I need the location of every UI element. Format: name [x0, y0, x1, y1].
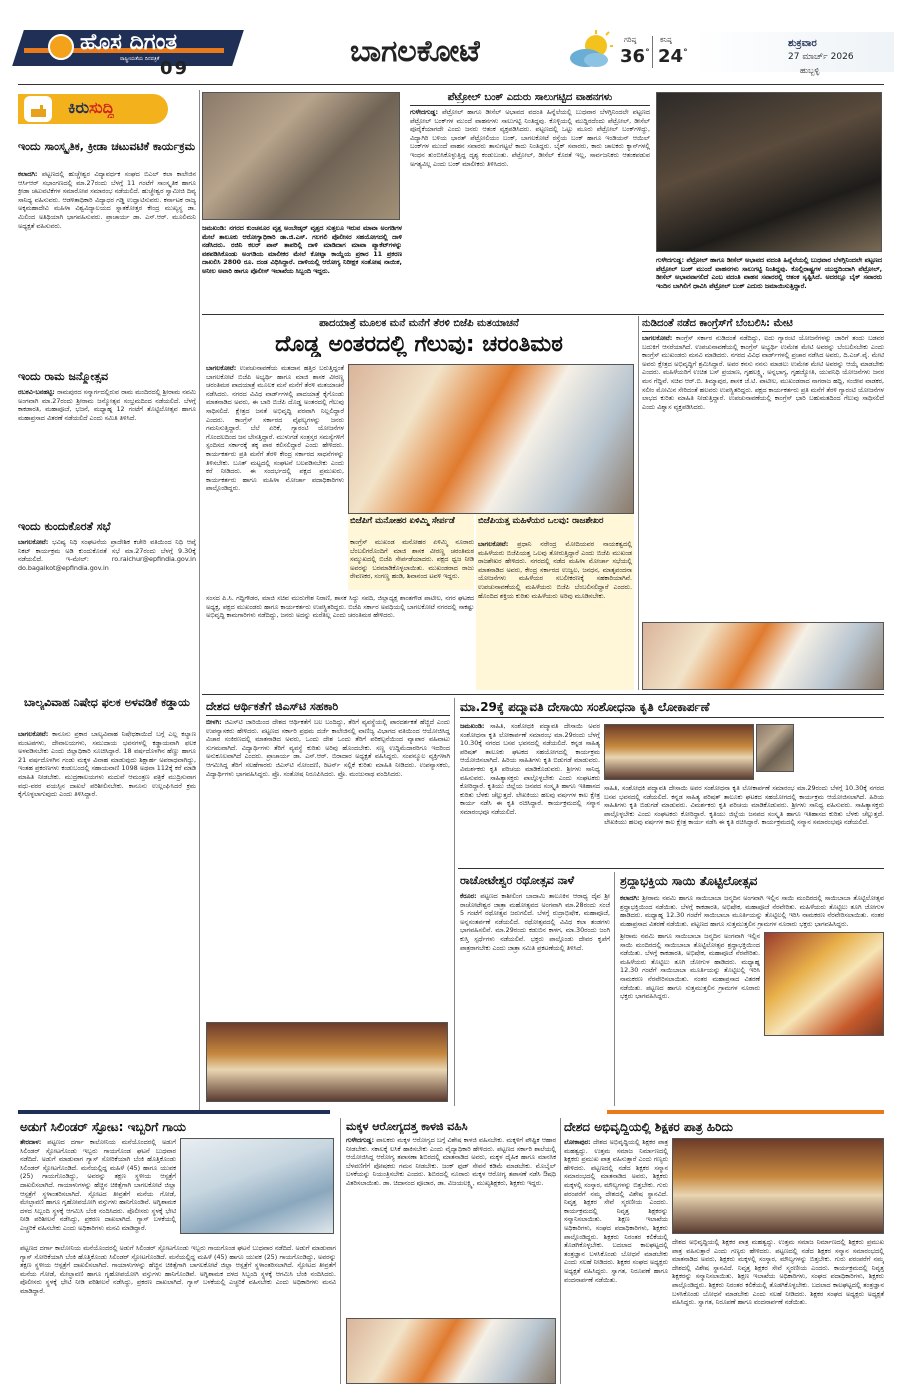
mava-raid-photo [202, 92, 400, 220]
congress-campaign-photo [642, 622, 884, 690]
hospital-photo [180, 1138, 334, 1234]
kirusuddi-brand: ಕಿರುಸುದ್ದಿ [68, 98, 115, 117]
district-title: ಬಾಗಲಕೋಟೆ [350, 34, 481, 69]
padmavati-title: ಮಾ.29ಕ್ಕೆ ಪದ್ಮಾವತಿ ದೇಸಾಯಿ ಸಂಶೋಧನಾ ಕೃತಿ ಲೋಕಾರ್ಪಣೆ [460, 700, 710, 714]
temp-divider [652, 36, 653, 68]
brief-title-2: ಇಂದು ರಾಮ ಜನ್ಮೋತ್ಸವ [18, 370, 109, 383]
petrol-title-rule [410, 105, 650, 106]
gst-title: ದೇಶದ ಆರ್ಥಿಕತೆಗೆ ಜಿಎಸ್‌ಟಿ ಸಹಕಾರಿ [206, 700, 339, 713]
hand-point-glyph-icon [28, 99, 48, 119]
manohar-title: ಬಿಜೆಪಿಗೆ ಮನೋಹರ ಏಳಿಮ್ಮಿ ಸೇರ್ಪಡೆ [350, 516, 455, 526]
teacher-body-top: ಲೋಕಾಪುರ: ದೇಶದ ಅಭಿವೃದ್ಧಿಯಲ್ಲಿ ಶಿಕ್ಷಕರ ಪಾತ್ರ ಮಹತ್ವದ್ದು. ಉತ್ತಮ ಸಮಾಜ ನಿರ್ಮಾಣದಲ್ಲಿ ಶಿಕ್ಷಕರು ಪ್ರಮುಖ ಪಾತ್ರ ವಹಿಸುತ್ತಾರೆ ಎಂದು ಗಣ್ಯರು ಹೇಳಿದರು. ಪಟ್ಟಣದಲ್ಲಿ ನಡೆದ ಶಿಕ್ಷಕರ ಸನ್ಮಾನ ಸಮಾರಂಭದಲ್ಲಿ ಮಾತನಾಡಿದ ಅವರು, ಶಿಕ್ಷಕರು ಮಕ್ಕಳಲ್ಲಿ ಸಂಸ್ಕಾರ, ಮೌಲ್ಯಗಳನ್ನು ಬಿತ್ತಬೇಕು. ಗುರು ಪರಂಪರೆಗೆ ನಮ್ಮ ದೇಶದಲ್ಲಿ ವಿಶೇಷ ಸ್ಥಾನವಿದೆ. ನಿವೃತ್ತ ಶಿಕ್ಷಕರ ಸೇವೆ ಸ್ಮರಣೀಯ ಎಂದರು. ಕಾರ್ಯಕ್ರಮದಲ್ಲಿ ನಿವೃತ್ತ ಶಿಕ್ಷಕರನ್ನು ಸನ್ಮಾನಿಸಲಾಯಿತು. ಶಿಕ್ಷಣ ಇಲಾಖೆಯ ಅಧಿಕಾರಿಗಳು, ಸಂಘದ ಪದಾಧಿಕಾರಿಗಳು, ಶಿಕ್ಷಕರು ಪಾಲ್ಗೊಂಡಿದ್ದರು. ಶಿಕ್ಷಕರು ನಿರಂತರ ಕಲಿಕೆಯಲ್ಲಿ ತೊಡಗಿಕೊಳ್ಳಬೇಕು. ಬದಲಾದ ಕಾಲಘಟ್ಟದಲ್ಲಿ ತಂತ್ರಜ್ಞಾನ ಬಳಸಿಕೊಂಡು ಬೋಧನೆ ಮಾಡಬೇಕು ಎಂದು ಸಲಹೆ ನೀಡಿದರು. ಶಿಕ್ಷಕರ ಸಂಘದ ಅಧ್ಯಕ್ಷರು ಅಧ್ಯಕ್ಷತೆ ವಹಿಸಿದ್ದರು. ಸ್ವಾಗತ, ನಿರೂಪಣೆ ಹಾಗೂ ವಂದನಾರ್ಪಣೆ ನಡೆಯಿತು. [564, 1138, 668, 1284]
masthead-rule [18, 84, 884, 85]
teacher-body-bottom: ದೇಶದ ಅಭಿವೃದ್ಧಿಯಲ್ಲಿ ಶಿಕ್ಷಕರ ಪಾತ್ರ ಮಹತ್ವದ್ದು. ಉತ್ತಮ ಸಮಾಜ ನಿರ್ಮಾಣದಲ್ಲಿ ಶಿಕ್ಷಕರು ಪ್ರಮುಖ ಪಾತ್ರ ವಹಿಸುತ್ತಾರೆ ಎಂದು ಗಣ್ಯರು ಹೇಳಿದರು. ಪಟ್ಟಣದಲ್ಲಿ ನಡೆದ ಶಿಕ್ಷಕರ ಸನ್ಮಾನ ಸಮಾರಂಭದಲ್ಲಿ ಮಾತನಾಡಿದ ಅವರು, ಶಿಕ್ಷಕರು ಮಕ್ಕಳಲ್ಲಿ ಸಂಸ್ಕಾರ, ಮೌಲ್ಯಗಳನ್ನು ಬಿತ್ತಬೇಕು. ಗುರು ಪರಂಪರೆಗೆ ನಮ್ಮ ದೇಶದಲ್ಲಿ ವಿಶೇಷ ಸ್ಥಾನವಿದೆ. ನಿವೃತ್ತ ಶಿಕ್ಷಕರ ಸೇವೆ ಸ್ಮರಣೀಯ ಎಂದರು. ಕಾರ್ಯಕ್ರಮದಲ್ಲಿ ನಿವೃತ್ತ ಶಿಕ್ಷಕರನ್ನು ಸನ್ಮಾನಿಸಲಾಯಿತು. ಶಿಕ್ಷಣ ಇಲಾಖೆಯ ಅಧಿಕಾರಿಗಳು, ಸಂಘದ ಪದಾಧಿಕಾರಿಗಳು, ಶಿಕ್ಷಕರು ಪಾಲ್ಗೊಂಡಿದ್ದರು. ಶಿಕ್ಷಕರು ನಿರಂತರ ಕಲಿಕೆಯಲ್ಲಿ ತೊಡಗಿಕೊಳ್ಳಬೇಕು. ಬದಲಾದ ಕಾಲಘಟ್ಟದಲ್ಲಿ ತಂತ್ರಜ್ಞಾನ ಬಳಸಿಕೊಂಡು ಬೋಧನೆ ಮಾಡಬೇಕು ಎಂದು ಸಲಹೆ ನೀಡಿದರು. ಶಿಕ್ಷಕರ ಸಂಘದ ಅಧ್ಯಕ್ಷರು ಅಧ್ಯಕ್ಷತೆ ವಹಿಸಿದ್ದರು. ಸ್ವಾಗತ, ನಿರೂಪಣೆ ಹಾಗೂ ವಂದನಾರ್ಪಣೆ ನಡೆಯಿತು. [672, 1238, 884, 1307]
brief-body-2: ರಬಕವಿ-ಬನಹಟ್ಟಿ: ರಾಮಪುರದ ಸನ್ಮಾರ್ಗದಲ್ಲಿರುವ ರಾಮ ಮಂದಿರದಲ್ಲಿ ಶ್ರೀರಾಮ ನವಮಿ ಅಂಗವಾಗಿ ಮಾ.27ರಂದು ಶ್ರೀರಾಮ ಜನ್ಮೋತ್ಸವ ಸಂಭ್ರಮದಿಂದ ನಡೆಯಲಿದೆ. ಬೆಳಗ್ಗೆ ಕಾಕಡಾರತಿ, ಮಹಾಪೂಜೆ, ಭಜನೆ, ಮಧ್ಯಾಹ್ನ 12 ಗಂಟೆಗೆ ತೊಟ್ಟಿಲೋತ್ಸವ ಹಾಗೂ ಮಹಾಪ್ರಸಾದ ವಿತರಣೆ ನಡೆಯಲಿದೆ ಎಂದು ಸಮಿತಿ ತಿಳಿಸಿದೆ. [18, 388, 196, 422]
padmavati-body: ಜಮಖಂಡಿ: ಸಾಹಿತಿ, ಸಂಶೋಧಕಿ ಪದ್ಮಾವತಿ ದೇಸಾಯಿ ಅವರ ಸಂಶೋಧನಾ ಕೃತಿ ಲೋಕಾರ್ಪಣೆ ಸಮಾರಂಭ ಮಾ.29ರಂದು ಬೆಳಗ್ಗೆ 10.30ಕ್ಕೆ ನಗರದ ಬಸವ ಭವನದಲ್ಲಿ ನಡೆಯಲಿದೆ. ಕನ್ನಡ ಸಾಹಿತ್ಯ ಪರಿಷತ್ ತಾಲೂಕು ಘಟಕದ ಸಹಯೋಗದಲ್ಲಿ ಕಾರ್ಯಕ್ರಮ ಆಯೋಜಿಸಲಾಗಿದೆ. ಹಿರಿಯ ಸಾಹಿತಿಗಳು ಕೃತಿ ಬಿಡುಗಡೆ ಮಾಡುವರು. ವಿಮರ್ಶಕರು ಕೃತಿ ಪರಿಚಯ ಮಾಡಿಕೊಡುವರು. ಶ್ರೀಗಳು ಸಾನಿಧ್ಯ ವಹಿಸುವರು. ಸಾಹಿತ್ಯಾಸಕ್ತರು ಪಾಲ್ಗೊಳ್ಳಬೇಕು ಎಂದು ಸಂಘಟಕರು ಕೋರಿದ್ದಾರೆ. ಕೃತಿಯು ಜಿಲ್ಲೆಯ ಜನಪದ ಸಂಸ್ಕೃತಿ ಹಾಗೂ ಇತಿಹಾಸದ ಕುರಿತು ಬೆಳಕು ಚೆಲ್ಲುತ್ತದೆ. ಲೇಖಕಿಯು ಹಲವು ವರ್ಷಗಳ ಕಾಲ ಕ್ಷೇತ್ರ ಕಾರ್ಯ ನಡೆಸಿ ಈ ಕೃತಿ ರಚಿಸಿದ್ದಾರೆ. ಕಾರ್ಯಕ್ರಮದಲ್ಲಿ ಸನ್ಮಾನ ಸಮಾರಂಭವೂ ನಡೆಯಲಿದೆ. [460, 722, 600, 816]
weather-cloud-sun-icon [566, 30, 614, 70]
padmavati-title-rule [460, 717, 884, 718]
city-name: ಹುಬ್ಬಳ್ಳಿ [800, 66, 820, 75]
brief-body-4: ಬಾಗಲಕೋಟೆ: ಕಾನೂನು ಪ್ರಕಾರ ಬಾಲ್ಯವಿವಾಹ ನಿಷೇಧಕಾಯಿದೆ ಬಗ್ಗೆ ಎಲ್ಲ ಕಲ್ಯಾಣ ಮಂಟಪಗಳು, ದೇವಾಲಯಗಳು, ಸಮುದಾಯ ಭವನಗಳಲ್ಲಿ ಕಡ್ಡಾಯವಾಗಿ ಫಲಕ ಅಳವಡಿಸಬೇಕು ಎಂದು ಜಿಲ್ಲಾಧಿಕಾರಿ ಸೂಚಿಸಿದ್ದಾರೆ. 18 ವರ್ಷದೊಳಗಿನ ಹೆಣ್ಣು ಹಾಗೂ 21 ವರ್ಷದೊಳಗಿನ ಗಂಡು ಮಕ್ಕಳ ವಿವಾಹ ಮಾಡುವುದು ಶಿಕ್ಷಾರ್ಹ ಅಪರಾಧವಾಗಿದ್ದು, ಇಂತಹ ಪ್ರಕರಣಗಳು ಕಂಡುಬಂದಲ್ಲಿ ಸಹಾಯವಾಣಿ 1098 ಅಥವಾ 112ಕ್ಕೆ ಕರೆ ಮಾಡಿ ಮಾಹಿತಿ ನೀಡಬೇಕು. ಮುದ್ರಣಾಲಯಗಳು ಮದುವೆ ಆಮಂತ್ರಣ ಪತ್ರಿಕೆ ಮುದ್ರಿಸುವಾಗ ವಧು-ವರರ ವಯಸ್ಸಿನ ದಾಖಲೆ ಪರಿಶೀಲಿಸಬೇಕು. ಕಾನೂನು ಉಲ್ಲಂಘಿಸಿದರೆ ಕ್ರಮ ಕೈಗೊಳ್ಳಲಾಗುವುದು ಎಂದು ತಿಳಿಸಿದ್ದಾರೆ. [18, 730, 196, 799]
kirusuddi-column [18, 90, 196, 1110]
teacher-title: ದೇಶದ ಅಭಿವೃದ್ಧಿಯಲ್ಲಿ ಶಿಕ್ಷಕರ ಪಾತ್ರ ಹಿರಿದು [564, 1120, 733, 1134]
cylinder-body-bottom: ಪಟ್ಟಣದ ದರ್ಗಾ ಕಾಲೋನಿಯ ಮನೆಯೊಂದರಲ್ಲಿ ಅಡುಗೆ ಸಿಲಿಂಡರ್ ಸ್ಫೋಟಗೊಂಡು ಇಬ್ಬರು ಗಾಯಗೊಂಡ ಘಟನೆ ಬುಧವಾರ ನಡೆದಿದೆ. ಅಡುಗೆ ಮಾಡುವಾಗ ಗ್ಯಾಸ್ ಸೋರಿಕೆಯಾಗಿ ಬೆಂಕಿ ಹೊತ್ತಿಕೊಂಡು ಸಿಲಿಂಡರ್ ಸ್ಫೋಟಗೊಂಡಿದೆ. ಮನೆಯಲ್ಲಿದ್ದ ಮಹಿಳೆ (45) ಹಾಗೂ ಯುವಕ (25) ಗಾಯಗೊಂಡಿದ್ದು, ಅವರನ್ನು ತಕ್ಷಣ ಸ್ಥಳೀಯ ಆಸ್ಪತ್ರೆಗೆ ದಾಖಲಿಸಲಾಗಿದೆ. ಗಾಯಾಳುಗಳನ್ನು ಹೆಚ್ಚಿನ ಚಿಕಿತ್ಸೆಗಾಗಿ ಬಾಗಲಕೋಟೆ ಜಿಲ್ಲಾ ಆಸ್ಪತ್ರೆಗೆ ಸ್ಥಳಾಂತರಿಸಲಾಗಿದೆ. ಸ್ಫೋಟದ ತೀವ್ರತೆಗೆ ಮನೆಯ ಗೋಡೆ, ಮೇಲ್ಛಾವಣಿ ಹಾಗೂ ಗೃಹೋಪಯೋಗಿ ವಸ್ತುಗಳು ಹಾನಿಗೊಂಡಿವೆ. ಅಗ್ನಿಶಾಮಕ ದಳದ ಸಿಬ್ಬಂದಿ ಸ್ಥಳಕ್ಕೆ ಆಗಮಿಸಿ ಬೆಂಕಿ ನಂದಿಸಿದರು. ಪೊಲೀಸರು ಸ್ಥಳಕ್ಕೆ ಭೇಟಿ ನೀಡಿ ಪರಿಶೀಲನೆ ನಡೆಸಿದ್ದು, ಪ್ರಕರಣ ದಾಖಲಾಗಿದೆ. ಗ್ಯಾಸ್ ಬಳಕೆಯಲ್ಲಿ ಎಚ್ಚರಿಕೆ ವಹಿಸಬೇಕು ಎಂದು ಅಧಿಕಾರಿಗಳು ಮನವಿ ಮಾಡಿದ್ದಾರೆ. [20, 1244, 336, 1295]
petrol-body: ಗುಳೇದಗುಡ್ಡ: ಪೆಟ್ರೋಲ್ ಹಾಗೂ ಡೀಸೆಲ್ ಅಭಾವದ ವದಂತಿ ಹಿನ್ನೆಲೆಯಲ್ಲಿ ಬುಧವಾರ ಬೆಳಗ್ಗಿನಿಂದಲೇ ಪಟ್ಟಣದ ಪೆಟ್ರೋಲ್ ಬಂಕ್‌ಗಳ ಮುಂದೆ ವಾಹನಗಳು ಸಾಲುಗಟ್ಟಿ ನಿಂತಿದ್ದವು. ಕೊಳ್ಳಿಯಲ್ಲಿ ಮುದ್ದಿರದೆಂದು ಪೆಟ್ರೋಲ್, ಡೀಸೆಲ್ ಪೂರೈಕೆಯಾಗದೇ ಎಂದು ಜನರು ಆತಂಕ ವ್ಯಕ್ತಪಡಿಸಿದರು. ಪಟ್ಟಣದಲ್ಲಿ ಒಟ್ಟು ಮೂರು ಪೆಟ್ರೋಲ್ ಬಂಕ್‌ಗಳಿದ್ದು, ವಿದ್ಯಾಗಿರಿ ಬಳಿಯ ಭಾರತ್ ಪೆಟ್ರೋಲಿಯಂ ಬಂಕ್, ಬಾಗಲಕೋಟೆ ರಸ್ತೆಯ ಬಂಕ್ ಹಾಗೂ ಇಂಡಿಯನ್ ಆಯಿಲ್ ಬಂಕ್‌ಗಳ ಮುಂದೆ ವಾಹನ ಸವಾರರು ತಾಸುಗಟ್ಟಲೆ ಕಾದು ನಿಂತಿದ್ದರು. ಬೈಕ್ ಸವಾರರು, ಕಾರು ಚಾಲಕರು ಕ್ಯಾನ್‌ಗಳಲ್ಲಿ ಇಂಧನ ತುಂಬಿಸಿಕೊಳ್ಳುತ್ತಿದ್ದ ದೃಶ್ಯ ಕಂಡುಬಂತು. ಪೆಟ್ರೋಲ್, ಡೀಸೆಲ್ ಕೊರತೆ ಇಲ್ಲ, ಸಾರ್ವಜನಿಕರು ಆತಂಕಪಡುವ ಅಗತ್ಯವಿಲ್ಲ ಎಂದು ಬಂಕ್ ಮಾಲೀಕರು ತಿಳಿಸಿದರು. [410, 108, 650, 168]
cylinder-body-top: ತೇರದಾಳ: ಪಟ್ಟಣದ ದರ್ಗಾ ಕಾಲೋನಿಯ ಮನೆಯೊಂದರಲ್ಲಿ ಅಡುಗೆ ಸಿಲಿಂಡರ್ ಸ್ಫೋಟಗೊಂಡು ಇಬ್ಬರು ಗಾಯಗೊಂಡ ಘಟನೆ ಬುಧವಾರ ನಡೆದಿದೆ. ಅಡುಗೆ ಮಾಡುವಾಗ ಗ್ಯಾಸ್ ಸೋರಿಕೆಯಾಗಿ ಬೆಂಕಿ ಹೊತ್ತಿಕೊಂಡು ಸಿಲಿಂಡರ್ ಸ್ಫೋಟಗೊಂಡಿದೆ. ಮನೆಯಲ್ಲಿದ್ದ ಮಹಿಳೆ (45) ಹಾಗೂ ಯುವಕ (25) ಗಾಯಗೊಂಡಿದ್ದು, ಅವರನ್ನು ತಕ್ಷಣ ಸ್ಥಳೀಯ ಆಸ್ಪತ್ರೆಗೆ ದಾಖಲಿಸಲಾಗಿದೆ. ಗಾಯಾಳುಗಳನ್ನು ಹೆಚ್ಚಿನ ಚಿಕಿತ್ಸೆಗಾಗಿ ಬಾಗಲಕೋಟೆ ಜಿಲ್ಲಾ ಆಸ್ಪತ್ರೆಗೆ ಸ್ಥಳಾಂತರಿಸಲಾಗಿದೆ. ಸ್ಫೋಟದ ತೀವ್ರತೆಗೆ ಮನೆಯ ಗೋಡೆ, ಮೇಲ್ಛಾವಣಿ ಹಾಗೂ ಗೃಹೋಪಯೋಗಿ ವಸ್ತುಗಳು ಹಾನಿಗೊಂಡಿವೆ. ಅಗ್ನಿಶಾಮಕ ದಳದ ಸಿಬ್ಬಂದಿ ಸ್ಥಳಕ್ಕೆ ಆಗಮಿಸಿ ಬೆಂಕಿ ನಂದಿಸಿದರು. ಪೊಲೀಸರು ಸ್ಥಳಕ್ಕೆ ಭೇಟಿ ನೀಡಿ ಪರಿಶೀಲನೆ ನಡೆಸಿದ್ದು, ಪ್ರಕರಣ ದಾಖಲಾಗಿದೆ. ಗ್ಯಾಸ್ ಬಳಕೆಯಲ್ಲಿ ಎಚ್ಚರಿಕೆ ವಹಿಸಬೇಕು ಎಂದು ಅಧಿಕಾರಿಗಳು ಮನವಿ ಮಾಡಿದ್ದಾರೆ. [20, 1138, 176, 1232]
row2-rule [202, 694, 884, 695]
temp-max: 36° [620, 46, 650, 67]
brief-title-4: ಬಾಲ್ಯವಿವಾಹ ನಿಷೇಧ ಫಲಕ ಅಳವಡಿಕೆ ಕಡ್ಡಾಯ [24, 696, 190, 709]
section-band [18, 1110, 884, 1114]
logo-tagline: ರಾಷ್ಟ್ರೀಯತೆಯ ದಿನಪತ್ರಿಕೆ [120, 56, 160, 62]
gst-body: ಬೀಳಗಿ: ಜಿಎಸ್‌ಟಿ ಜಾರಿಯಿಂದ ದೇಶದ ಆರ್ಥಿಕತೆಗೆ ಬಲ ಬಂದಿದ್ದು, ತೆರಿಗೆ ವ್ಯವಸ್ಥೆಯಲ್ಲಿ ಪಾರದರ್ಶಕತೆ ಹೆಚ್ಚಿದೆ ಎಂದು ಉಪನ್ಯಾಸಕರು ಹೇಳಿದರು. ಪಟ್ಟಣದ ಸರ್ಕಾರಿ ಪ್ರಥಮ ದರ್ಜೆ ಕಾಲೇಜಿನಲ್ಲಿ ವಾಣಿಜ್ಯ ವಿಭಾಗದ ವತಿಯಿಂದ ಆಯೋಜಿಸಿದ್ದ ವಿಚಾರ ಸಂಕಿರಣದಲ್ಲಿ ಮಾತನಾಡಿದ ಅವರು, ಒಂದು ದೇಶ ಒಂದು ತೆರಿಗೆ ಪರಿಕಲ್ಪನೆಯಿಂದ ವ್ಯಾಪಾರ ವಹಿವಾಟು ಸುಗಮವಾಗಿದೆ. ವಿದ್ಯಾರ್ಥಿಗಳು ತೆರಿಗೆ ವ್ಯವಸ್ಥೆ ಕುರಿತು ಅರಿವು ಹೊಂದಬೇಕು. ಸಣ್ಣ ಉದ್ದಿಮೆದಾರರಿಗೂ ಇದರಿಂದ ಅನುಕೂಲವಾಗಿದೆ ಎಂದರು. ಪ್ರಾಚಾರ್ಯ ಡಾ. ಎಸ್.ಆರ್. ಬಿರಾದಾರ ಅಧ್ಯಕ್ಷತೆ ವಹಿಸಿದ್ದರು. ಸಂಪನ್ಮೂಲ ವ್ಯಕ್ತಿಗಳಾಗಿ ಆಗಮಿಸಿದ್ದ ತೆರಿಗೆ ಸಲಹೆಗಾರರು ಜಿಎಸ್‌ಟಿ ನೋಂದಣಿ, ರಿಟರ್ನ್ ಸಲ್ಲಿಕೆ ಕುರಿತು ಮಾಹಿತಿ ನೀಡಿದರು. ಉಪನ್ಯಾಸಕರು, ವಿದ್ಯಾರ್ಥಿಗಳು ಭಾಗವಹಿಸಿದ್ದರು. ಪ್ರೊ. ಸಂತೋಷ ನಿರೂಪಿಸಿದರು. ಪ್ರೊ. ಮಂಜುನಾಥ ವಂದಿಸಿದರು. [206, 718, 450, 778]
gst-seminar-photo [206, 1022, 448, 1102]
rajashekhar-body: ಬಾಗಲಕೋಟೆ: ಪ್ರಧಾನಿ ನರೇಂದ್ರ ಮೋದಿಯವರ ನಾಯಕತ್ವದಲ್ಲಿ ಮಹಿಳೆಯರು ಬಿಜೆಪಿಯತ್ತ ಒಲವು ತೋರುತ್ತಿದ್ದಾರೆ ಎಂದು ಬಿಜೆಪಿ ಮುಖಂಡ ರಾಜಶೇಖರ ಹೇಳಿದರು. ನಗರದಲ್ಲಿ ನಡೆದ ಮಹಿಳಾ ಮೋರ್ಚಾ ಸಭೆಯಲ್ಲಿ ಮಾತನಾಡಿದ ಅವರು, ಕೇಂದ್ರ ಸರ್ಕಾರದ ಉಜ್ವಲ, ಜನಧನ, ಮಾತೃವಂದನಾ ಯೋಜನೆಗಳು ಮಹಿಳೆಯರ ಸಬಲೀಕರಣಕ್ಕೆ ಸಹಕಾರಿಯಾಗಿವೆ. ಉಪಚುನಾವಣೆಯಲ್ಲಿ ಮಹಿಳೆಯರು ಬಿಜೆಪಿ ಬೆಂಬಲಿಸಲಿದ್ದಾರೆ ಎಂದರು. ಹೊಂದಿದ ಶಕ್ತಿಯ ಕುರಿತು ಮಹಿಳೆಯರು ಅರಿವು ಮೂಡಿಸಬೇಕು. [478, 540, 632, 600]
author-portrait-photo [756, 724, 794, 772]
meti-title-rule [642, 331, 884, 332]
charantimath-body-bottom: ಸಂಸದ ಪಿ.ಸಿ. ಗದ್ದಿಗೌಡರ, ಮಾಜಿ ಸಚಿವ ಮುರುಗೇಶ ನಿರಾಣಿ, ಶಾಸಕ ಸಿದ್ದು ಸವದಿ, ಜಿಲ್ಲಾಧ್ಯಕ್ಷ ಶಾಂತಗೌಡ ಪಾಟೀಲ, ನಗರ ಘಟಕದ ಅಧ್ಯಕ್ಷ, ಪಕ್ಷದ ಮುಖಂಡರು ಹಾಗೂ ಕಾರ್ಯಕರ್ತರು ಉಪಸ್ಥಿತರಿದ್ದರು. ಬಿಜೆಪಿ ಸರ್ಕಾರ ಅವಧಿಯಲ್ಲಿ ಬಾಗಲಕೋಟೆ ನಗರದಲ್ಲಿ ಸಾಕಷ್ಟು ಅಭಿವೃದ್ಧಿ ಕಾಮಗಾರಿಗಳು ನಡೆದಿದ್ದು, ಜನರು ಅದನ್ನು ಮರೆತಿಲ್ಲ ಎಂದು ಚರಂತಿಮಠ ಹೇಳಿದರು. [206, 594, 474, 620]
health-camp-photo [346, 1318, 556, 1384]
charantimath-kicker: ಪಾದಯಾತ್ರೆ ಮೂಲಕ ಮನೆ ಮನೆಗೆ ತೆರಳಿ ಬಿಜೆಪಿ ಮತಯಾಚನೆ [319, 318, 519, 329]
meti-divider [638, 316, 639, 690]
sai-body-side: ಶ್ರೀರಾಮ ನವಮಿ ಹಾಗೂ ಸಾಯಿಬಾಬಾ ಜನ್ಮದಿನ ಅಂಗವಾಗಿ ಇಲ್ಲಿನ ಸಾಯಿ ಮಂದಿರದಲ್ಲಿ ಸಾಯಿಬಾಬಾ ತೊಟ್ಟಿಲೋತ್ಸವ ಶ್ರದ್ಧಾಭಕ್ತಿಯಿಂದ ನಡೆಯಿತು. ಬೆಳಗ್ಗೆ ಕಾಕಡಾರತಿ, ಅಭಿಷೇಕ, ಮಹಾಪೂಜೆ ನೆರವೇರಿತು. ಮಹಿಳೆಯರು ತೊಟ್ಟಿಲು ತೂಗಿ ಜೋಗುಳ ಹಾಡಿದರು. ಮಧ್ಯಾಹ್ನ 12.30 ಗಂಟೆಗೆ ಸಾಯಿಬಾಬಾ ಮೂರ್ತಿಯನ್ನು ತೊಟ್ಟಿಲಲ್ಲಿ ಇರಿಸಿ ನಾಮಕರಣ ನೆರವೇರಿಸಲಾಯಿತು. ನಂತರ ಮಹಾಪ್ರಸಾದ ವಿತರಣೆ ನಡೆಯಿತು. ಪಟ್ಟಣದ ಹಾಗೂ ಸುತ್ತಮುತ್ತಲಿನ ಗ್ರಾಮಗಳ ನೂರಾರು ಭಕ್ತರು ಭಾಗವಹಿಸಿದ್ದರು. [620, 932, 760, 1001]
masthead [0, 0, 900, 88]
ratha-body: ಕೆರೂರ: ಪಟ್ಟಣದ ಕಾಶೀಲಿಂಗ ಬಾದಾಮಿ ತಾಲೂಕಿನ ಆರಾಧ್ಯ ದೈವ ಶ್ರೀ ರಾಚೋಟೇಶ್ವರ ಜಾತ್ರಾ ಮಹೋತ್ಸವದ ಅಂಗವಾಗಿ ಮಾ.28ರಂದು ಸಂಜೆ 5 ಗಂಟೆಗೆ ರಥೋತ್ಸವ ಜರುಗಲಿದೆ. ಬೆಳಗ್ಗೆ ರುದ್ರಾಭಿಷೇಕ, ಮಹಾಪೂಜೆ, ಅನ್ನಸಂತರ್ಪಣೆ ನಡೆಯಲಿದೆ. ರಥೋತ್ಸವದಲ್ಲಿ ವಿವಿಧ ಕಲಾ ತಂಡಗಳು ಭಾಗವಹಿಸಲಿವೆ. ಮಾ.29ರಂದು ಕಡುಬಿನ ಕಾಳಗ, ಮಾ.30ರಂದು ಜಂಗಿ ಕುಸ್ತಿ ಸ್ಪರ್ಧೆಗಳು ನಡೆಯಲಿವೆ. ಭಕ್ತರು ಪಾಲ್ಗೊಂಡು ದೇವರ ಕೃಪೆಗೆ ಪಾತ್ರರಾಗಬೇಕು ಎಂದು ಜಾತ್ರಾ ಸಮಿತಿ ಪ್ರಕಟಣೆಯಲ್ಲಿ ತಿಳಿಸಿದೆ. [460, 892, 610, 952]
meti-body: ಬಾಗಲಕೋಟೆ: ಕಾಂಗ್ರೆಸ್ ಸರ್ಕಾರ ನುಡಿದಂತೆ ನಡೆದಿದ್ದು, ಐದು ಗ್ಯಾರಂಟಿ ಯೋಜನೆಗಳನ್ನು ಜಾರಿಗೆ ತಂದು ಬಡವರ ಬದುಕಿಗೆ ಆಸರೆಯಾಗಿದೆ. ಉಪಚುನಾವಣೆಯಲ್ಲಿ ಕಾಂಗ್ರೆಸ್ ಅಭ್ಯರ್ಥಿ ಉಮೇಶ ಮೇಟಿ ಅವರನ್ನು ಬೆಂಬಲಿಸಬೇಕು ಎಂದು ಕಾಂಗ್ರೆಸ್ ಮುಖಂಡರು ಮನವಿ ಮಾಡಿದರು. ನಗರದ ವಿವಿಧ ವಾರ್ಡ್‌ಗಳಲ್ಲಿ ಪ್ರಚಾರ ನಡೆಸಿದ ಅವರು, ದಿ.ಎಚ್.ವೈ. ಮೇಟಿ ಅವರು ಕ್ಷೇತ್ರದ ಅಭಿವೃದ್ಧಿಗೆ ಶ್ರಮಿಸಿದ್ದಾರೆ. ಅವರ ಕನಸು ನನಸು ಮಾಡಲು ಉಮೇಶ ಮೇಟಿ ಅವರನ್ನು ಆಯ್ಕೆ ಮಾಡಬೇಕು ಎಂದರು. ಮಹಿಳೆಯರಿಗೆ ಉಚಿತ ಬಸ್ ಪ್ರಯಾಣ, ಗೃಹಲಕ್ಷ್ಮಿ, ಅನ್ನಭಾಗ್ಯ, ಗೃಹಜ್ಯೋತಿ, ಯುವನಿಧಿ ಯೋಜನೆಗಳು ಜನರ ಮನ ಗೆದ್ದಿವೆ. ಸಚಿವ ಆರ್.ಬಿ. ತಿಮ್ಮಾಪುರ, ಶಾಸಕ ಜೆ.ಟಿ. ಪಾಟೀಲ, ಮುಖಂಡರಾದ ನಾಗರಾಜ ಹದ್ಲಿ, ಸಂಜೀವ ವಾಡಕರ, ಸಲೀಂ ಮೋಮಿನ ಸೇರಿದಂತೆ ಹಲವರು ಉಪಸ್ಥಿತರಿದ್ದರು. ಪಕ್ಷದ ಕಾರ್ಯಕರ್ತರು ಪ್ರತಿ ಮನೆಗೆ ತೆರಳಿ ಗ್ಯಾರಂಟಿ ಯೋಜನೆಗಳ ಲಾಭದ ಕುರಿತು ಮಾಹಿತಿ ನೀಡುತ್ತಿದ್ದಾರೆ. ಉಪಚುನಾವಣೆಯಲ್ಲಿ ಕಾಂಗ್ರೆಸ್ ಭಾರಿ ಬಹುಮತದಿಂದ ಗೆಲುವು ಸಾಧಿಸಲಿದೆ ಎಂದು ವಿಶ್ವಾಸ ವ್ಯಕ್ತಪಡಿಸಿದರು. [642, 334, 884, 411]
manohar-body: ಕಾಂಗ್ರೆಸ್ ಮುಖಂಡ ಮನೋಹರ ಏಳಿಮ್ಮಿ ನೂರಾರು ಬೆಂಬಲಿಗರೊಂದಿಗೆ ಮಾಜಿ ಶಾಸಕ ವೀರಣ್ಣ ಚರಂತಿಮಠ ಸಮ್ಮುಖದಲ್ಲಿ ಬಿಜೆಪಿ ಸೇರ್ಪಡೆಯಾದರು. ಪಕ್ಷದ ಧ್ವಜ ನೀಡಿ ಅವರನ್ನು ಬರಮಾಡಿಕೊಳ್ಳಲಾಯಿತು. ಮುಖಂಡರಾದ ರಾಜು ರೇವಣಕರ, ಸಂಗಣ್ಣ ಹಂಡಿ, ಶಿವಾನಂದ ಟವಳಿ ಇದ್ದರು. [350, 538, 474, 581]
column-divider [199, 90, 200, 1110]
temp-min: 24° [658, 46, 688, 67]
page-number: 09 [160, 58, 190, 79]
charantimath-body: ಬಾಗಲಕೋಟೆ: ಉಪಚುನಾವಣೆಯ ಮತದಾನ ಹತ್ತಿರ ಬರುತ್ತಿದ್ದಂತೆ ಬಾಗಲಕೋಟೆ ಬಿಜೆಪಿ ಅಭ್ಯರ್ಥಿ ಹಾಗೂ ಮಾಜಿ ಶಾಸಕ ವೀರಣ್ಣ ಚರಂತಿಮಠ ಪಾದಯಾತ್ರೆ ಮೂಲಕ ಮನೆ ಮನೆಗೆ ತೆರಳಿ ಮತಯಾಚನೆ ನಡೆಸಿದರು. ನಗರದ ವಿವಿಧ ವಾರ್ಡ್‌ಗಳಲ್ಲಿ ಪಾದಯಾತ್ರೆ ಕೈಗೊಂಡು ಮಾತನಾಡಿದ ಅವರು, ಈ ಬಾರಿ ಬಿಜೆಪಿ ದೊಡ್ಡ ಅಂತರದಲ್ಲಿ ಗೆಲುವು ಸಾಧಿಸಲಿದೆ. ಕ್ಷೇತ್ರದ ಜನತೆ ಅಭಿವೃದ್ಧಿ ಪರವಾಗಿ ನಿಲ್ಲಲಿದ್ದಾರೆ ಎಂದರು. ಕಾಂಗ್ರೆಸ್ ಸರ್ಕಾರದ ವೈಫಲ್ಯಗಳನ್ನು ಜನರು ಗಮನಿಸುತ್ತಿದ್ದಾರೆ. ಬೆಲೆ ಏರಿಕೆ, ಗ್ಯಾರಂಟಿ ಯೋಜನೆಗಳ ಗೊಂದಲದಿಂದ ಜನ ಬೇಸತ್ತಿದ್ದಾರೆ. ಮುಳುಗಡೆ ಸಂತ್ರಸ್ತರ ಸಮಸ್ಯೆಗಳಿಗೆ ಸ್ಪಂದಿಸದ ಸರ್ಕಾರಕ್ಕೆ ತಕ್ಕ ಪಾಠ ಕಲಿಸಲಿದ್ದಾರೆ ಎಂದು ಹೇಳಿದರು. ಕಾರ್ಯಕರ್ತರು ಪ್ರತಿ ಮನೆಗೆ ತೆರಳಿ ಕೇಂದ್ರ ಸರ್ಕಾರದ ಸಾಧನೆಗಳನ್ನು ತಿಳಿಸಬೇಕು. ಬೂತ್ ಮಟ್ಟದಲ್ಲಿ ಸಂಘಟನೆ ಬಲಪಡಿಸಬೇಕು ಎಂದು ಕರೆ ನೀಡಿದರು. ಈ ಸಂದರ್ಭದಲ್ಲಿ ಪಕ್ಷದ ಪ್ರಮುಖರು, ಕಾರ್ಯಕರ್ತರು ಹಾಗೂ ಮಹಿಳಾ ಮೋರ್ಚಾ ಪದಾಧಿಕಾರಿಗಳು ಪಾಲ್ಗೊಂಡಿದ್ದರು. [206, 364, 344, 493]
row1-rule [202, 314, 884, 315]
sai-title: ಶ್ರದ್ಧಾಭಕ್ತಿಯ ಸಾಯಿ ತೊಟ್ಟಿಲೋತ್ಸವ [620, 874, 758, 888]
brief-title-1: ಇಂದು ಸಾಂಸ್ಕೃತಿಕ, ಕ್ರೀಡಾ ಚಟುವಟಿಕೆ ಕಾರ್ಯಕ್ರಮ [18, 140, 196, 153]
brief-body-1: ಕಲಾದಗಿ: ಪಟ್ಟಣದಲ್ಲಿ ಹುಚ್ಚೇಶ್ವರ ವಿದ್ಯಾವರ್ಧಕ ಸಂಘದ ಬಿಎಲ್ ಕಲಾ ಕಾಲೇಜಿನ ಆರ್ಸಿಆರ್ ಸಭಾಂಗಣದಲ್ಲಿ ಮಾ.27ರಂದು ಬೆಳಗ್ಗೆ 11 ಗಂಟೆಗೆ ಸಾಂಸ್ಕೃತಿಕ ಹಾಗೂ ಕ್ರೀಡಾ ಚಟುವಟಿಕೆಗಳ ಸಮಾರೋಪ ಸಮಾರಂಭ ನಡೆಯಲಿದೆ. ಹುಚ್ಚೇಶ್ವರ ಸ್ವಾಮೀಜಿ ದಿವ್ಯ ಸಾನಿಧ್ಯ ವಹಿಸುವರು. ಆಡಳಿತಾಧಿಕಾರಿ ವಿದ್ಯಾಧರ ಗಡ್ಡಿ ಉದ್ಘಾಟಿಸುವರು. ಕರ್ನಾಟಕ ರಾಜ್ಯ ಅಕ್ಕಮಹಾದೇವಿ ಮಹಿಳಾ ವಿಶ್ವವಿದ್ಯಾಲಯದ ಸ್ನಾತಕೋತ್ತರ ಕೇಂದ್ರ ಮುಖ್ಯಸ್ಥ ಡಾ. ಮಿಲಿಂದ ಅತಿಥಿಯಾಗಿ ಭಾಗವಹಿಸುವರು. ಪ್ರಾಚಾರ್ಯ ಡಾ. ಎಸ್.ಆರ್. ಮೂಲಿಮನಿ ಅಧ್ಯಕ್ಷತೆ ವಹಿಸುವರು. [18, 170, 196, 230]
petrol-queue-caption: ಗುಳೇದಗುಡ್ಡ: ಪೆಟ್ರೋಲ್ ಹಾಗೂ ಡೀಸೆಲ್ ಅಭಾವದ ವದಂತಿ ಹಿನ್ನೆಲೆಯಲ್ಲಿ ಬುಧವಾರ ಬೆಳಗ್ಗಿನಿಂದಲೇ ಪಟ್ಟಣದ ಪೆಟ್ರೋಲ್ ಬಂಕ್ ಮುಂದೆ ವಾಹನಗಳು ಸಾಲುಗಟ್ಟಿ ನಿಂತಿದ್ದವು. ಕೊಲ್ಲಿರಾಷ್ಟ್ರಗಳ ಯುದ್ಧದಿಂದಾಗಿ ಪೆಟ್ರೋಲ್, ಡೀಸೆಲ್ ಅಭಾವವಾಗಲಿದೆ ಎಂಬ ವದಂತಿ ವಾಹನ ಸವಾರರಲ್ಲಿ ಆತಂಕ ಸೃಷ್ಟಿಸಿದೆ. ಅದರಲ್ಲೂ ಬೈಕ್ ಸವಾರರು ಇಂದಿನ ಬಾಗಿಲಿಗೆ ಧಾವಿಸಿ ಪೆಟ್ರೋಲ್ ಬಂಕ್ ಎದುರು ಜಮಾಯಿಸುತ್ತಿದ್ದಾರೆ. [656, 256, 882, 290]
bjp-padayatra-photo [348, 364, 634, 514]
brief-body-3: ಬಾಗಲಕೋಟೆ: ಭವಿಷ್ಯ ನಿಧಿ ಸಂಘಟನೆಯ ಪ್ರಾದೇಶಿಕ ಕಚೇರಿ ವತಿಯಿಂದ ನಿಧಿ ಆಪ್ಕೆ ನಿಕಟ್ ಕಾರ್ಯಕ್ರಮ ಅಡಿ ಕುಂದುಕೊರತೆ ಸಭೆ ಮಾ.27ರಂದು ಬೆಳಗ್ಗೆ 9.30ಕ್ಕೆ ನಡೆಯಲಿದೆ. ಇ-ಮೇಲ್: ro.raichur@epfindia.gov.in do.bagalkot@epfindia.gov.in [18, 538, 196, 572]
date-text: 27 ಮಾರ್ಚ್ 2026 [788, 52, 854, 62]
logo-emblem-icon [48, 34, 74, 60]
petrol-title: ಪೆಟ್ರೋಲ್ ಬಂಕ್ ಎದುರು ಸಾಲುಗಟ್ಟಿದ ವಾಹನಗಳು [447, 92, 613, 103]
teacher-felicitation-photo [672, 1138, 884, 1234]
gst-title-rule [206, 715, 450, 716]
sai-body-top: ಕಲಾದಗಿ: ಶ್ರೀರಾಮ ನವಮಿ ಹಾಗೂ ಸಾಯಿಬಾಬಾ ಜನ್ಮದಿನ ಅಂಗವಾಗಿ ಇಲ್ಲಿನ ಸಾಯಿ ಮಂದಿರದಲ್ಲಿ ಸಾಯಿಬಾಬಾ ತೊಟ್ಟಿಲೋತ್ಸವ ಶ್ರದ್ಧಾಭಕ್ತಿಯಿಂದ ನಡೆಯಿತು. ಬೆಳಗ್ಗೆ ಕಾಕಡಾರತಿ, ಅಭಿಷೇಕ, ಮಹಾಪೂಜೆ ನೆರವೇರಿತು. ಮಹಿಳೆಯರು ತೊಟ್ಟಿಲು ತೂಗಿ ಜೋಗುಳ ಹಾಡಿದರು. ಮಧ್ಯಾಹ್ನ 12.30 ಗಂಟೆಗೆ ಸಾಯಿಬಾಬಾ ಮೂರ್ತಿಯನ್ನು ತೊಟ್ಟಿಲಲ್ಲಿ ಇರಿಸಿ ನಾಮಕರಣ ನೆರವೇರಿಸಲಾಯಿತು. ನಂತರ ಮಹಾಪ್ರಸಾದ ವಿತರಣೆ ನಡೆಯಿತು. ಪಟ್ಟಣದ ಹಾಗೂ ಸುತ್ತಮುತ್ತಲಿನ ಗ್ರಾಮಗಳ ನೂರಾರು ಭಕ್ತರು ಭಾಗವಹಿಸಿದ್ದರು. [620, 894, 884, 928]
sai-cradle-photo [764, 932, 884, 1036]
padmavati-body-cont: ಸಾಹಿತಿ, ಸಂಶೋಧಕಿ ಪದ್ಮಾವತಿ ದೇಸಾಯಿ ಅವರ ಸಂಶೋಧನಾ ಕೃತಿ ಲೋಕಾರ್ಪಣೆ ಸಮಾರಂಭ ಮಾ.29ರಂದು ಬೆಳಗ್ಗೆ 10.30ಕ್ಕೆ ನಗರದ ಬಸವ ಭವನದಲ್ಲಿ ನಡೆಯಲಿದೆ. ಕನ್ನಡ ಸಾಹಿತ್ಯ ಪರಿಷತ್ ತಾಲೂಕು ಘಟಕದ ಸಹಯೋಗದಲ್ಲಿ ಕಾರ್ಯಕ್ರಮ ಆಯೋಜಿಸಲಾಗಿದೆ. ಹಿರಿಯ ಸಾಹಿತಿಗಳು ಕೃತಿ ಬಿಡುಗಡೆ ಮಾಡುವರು. ವಿಮರ್ಶಕರು ಕೃತಿ ಪರಿಚಯ ಮಾಡಿಕೊಡುವರು. ಶ್ರೀಗಳು ಸಾನಿಧ್ಯ ವಹಿಸುವರು. ಸಾಹಿತ್ಯಾಸಕ್ತರು ಪಾಲ್ಗೊಳ್ಳಬೇಕು ಎಂದು ಸಂಘಟಕರು ಕೋರಿದ್ದಾರೆ. ಕೃತಿಯು ಜಿಲ್ಲೆಯ ಜನಪದ ಸಂಸ್ಕೃತಿ ಹಾಗೂ ಇತಿಹಾಸದ ಕುರಿತು ಬೆಳಕು ಚೆಲ್ಲುತ್ತದೆ. ಲೇಖಕಿಯು ಹಲವು ವರ್ಷಗಳ ಕಾಲ ಕ್ಷೇತ್ರ ಕಾರ್ಯ ನಡೆಸಿ ಈ ಕೃತಿ ರಚಿಸಿದ್ದಾರೆ. ಕಾರ್ಯಕ್ರಮದಲ್ಲಿ ಸನ್ಮಾನ ಸಮಾರಂಭವೂ ನಡೆಯಲಿದೆ. [604, 784, 884, 827]
charantimath-title: ದೊಡ್ಡ ಅಂತರದಲ್ಲಿ ಗೆಲುವು: ಚರಂತಿಮಠ [275, 332, 563, 357]
temp-max-label: ಗರಿಷ್ಠ [624, 36, 637, 44]
health-body: ಗುಳೇದಗುಡ್ಡ: ಪಾಲಕರು ಮಕ್ಕಳ ಆರೋಗ್ಯದ ಬಗ್ಗೆ ವಿಶೇಷ ಕಾಳಜಿ ವಹಿಸಬೇಕು. ಮಕ್ಕಳಿಗೆ ಪೌಷ್ಟಿಕ ಆಹಾರ ನೀಡಬೇಕು. ಸಕಾಲಕ್ಕೆ ಲಸಿಕೆ ಹಾಕಿಸಬೇಕು ಎಂದು ವೈದ್ಯಾಧಿಕಾರಿ ಹೇಳಿದರು. ಪಟ್ಟಣದ ಸರ್ಕಾರಿ ಶಾಲೆಯಲ್ಲಿ ಆಯೋಜಿಸಿದ್ದ ಆರೋಗ್ಯ ತಪಾಸಣಾ ಶಿಬಿರದಲ್ಲಿ ಮಾತನಾಡಿದ ಅವರು, ಮಕ್ಕಳ ದೈಹಿಕ ಹಾಗೂ ಮಾನಸಿಕ ಬೆಳವಣಿಗೆಗೆ ಪೋಷಕರು ಗಮನ ನೀಡಬೇಕು. ಜಂಕ್ ಫುಡ್ ಸೇವನೆ ಕಡಿಮೆ ಮಾಡಬೇಕು. ಮೊಬೈಲ್ ಬಳಕೆಯನ್ನು ನಿಯಂತ್ರಿಸಬೇಕು ಎಂದರು. ಶಿಬಿರದಲ್ಲಿ ನೂರಾರು ಮಕ್ಕಳ ಆರೋಗ್ಯ ತಪಾಸಣೆ ನಡೆಸಿ ಔಷಧಿ ವಿತರಿಸಲಾಯಿತು. ಡಾ. ಚಿದಾನಂದ ಪೂಜಾರ, ಡಾ. ವಿಜಯಲಕ್ಷ್ಮಿ, ಮುಖ್ಯಶಿಕ್ಷಕರು, ಶಿಕ್ಷಕರು ಇದ್ದರು. [346, 1136, 556, 1187]
row3-rule [458, 868, 884, 869]
brief-title-3: ಇಂದು ಕುಂದುಕೊರತೆ ಸಭೆ [18, 520, 111, 533]
health-title: ಮಕ್ಕಳ ಆರೋಗ್ಯದತ್ತ ಕಾಳಜಿ ವಹಿಸಿ [346, 1120, 468, 1133]
temp-min-label: ಕನಿಷ್ಠ [660, 36, 672, 44]
day-name: ಶುಕ್ರವಾರ [788, 38, 817, 49]
gst-divider [454, 698, 455, 1106]
cylinder-divider [340, 1118, 341, 1384]
rajashekhar-title: ಬಿಜೆಪಿಯತ್ತ ಮಹಿಳೆಯರ ಒಲವು: ರಾಜಶೇಖರ [478, 516, 604, 526]
meti-title: ನುಡಿದಂತೆ ನಡೆದ ಕಾಂಗ್ರೆಸ್‌ಗೆ ಬೆಂಬಲಿಸಿ: ಮೇಟಿ [642, 318, 793, 329]
cylinder-title: ಅಡುಗೆ ಸಿಲಿಂಡರ್ ಸ್ಫೋಟ: ಇಬ್ಬರಿಗೆ ಗಾಯ [20, 1120, 186, 1134]
mava-raid-caption: ಜಮಖಂಡಿ: ನಗರದ ಕುಂಚನೂರ ವೃತ್ತ ಅಂಬೇಡ್ಕರ್ ವೃತ್ತದ ಸುತ್ತಲೂ ಇರುವ ಮಾವಾ ಅಂಗಡಿಗಳ ಮೇಲೆ ತಾಲೂಕು ಆರೋಗ್ಯಾಧಿಕಾರಿ ಡಾ.ಜಿ.ಎಸ್. ಗಲಗಲಿ ಪೊಲೀಸರ ಸಹಯೋಗದಲ್ಲಿ ದಾಳಿ ನಡೆಸಿದರು. ರಜಿನಿ ಕಲರ್ ಪಾನ್ ತಾಪರಿಲ್ಲಿ ದಾಳಿ ಮಾಡಿದಾಗ ಮಾವಾ ಪ್ಯಾಕೆಟ್‌ಗಳನ್ನು ವಶಪಡಿಸಿಕೊಂಡು ಅಂಗಡಿಯ ಮಾಲೀಕರ ಮೇಲೆ ಕೋಟ್ಪಾ ಕಾಯ್ದೆಯ ಪ್ರಕಾರ 11 ಪ್ರಕರಣ ದಾಖಲಿಸಿ 2800 ರೂ. ದಂಡ ವಿಧಿಸಿದ್ದಾರೆ. ದಾಳಿಯಲ್ಲಿ ಆರೋಗ್ಯ ನಿರೀಕ್ಷಕ ಸಂತೋಷ ನಾಯಿಕ, ಅನೀಲ ಅವಾರಿ ಹಾಗೂ ಪೊಲೀಸ್ ಇಲಾಖೆಯ ಸಿಬ್ಬಂದಿ ಇದ್ದರು. [202, 224, 402, 275]
logo-main: ಹೊಸ ದಿಗಂತ [80, 30, 178, 55]
book-release-photo [604, 724, 754, 780]
petrol-queue-photo [656, 92, 882, 252]
ratha-title: ರಾಚೋಟೇಶ್ವರ ರಥೋತ್ಸವ ನಾಳೆ [460, 874, 575, 887]
sai-divider [614, 872, 615, 1106]
health-divider [560, 1118, 561, 1384]
